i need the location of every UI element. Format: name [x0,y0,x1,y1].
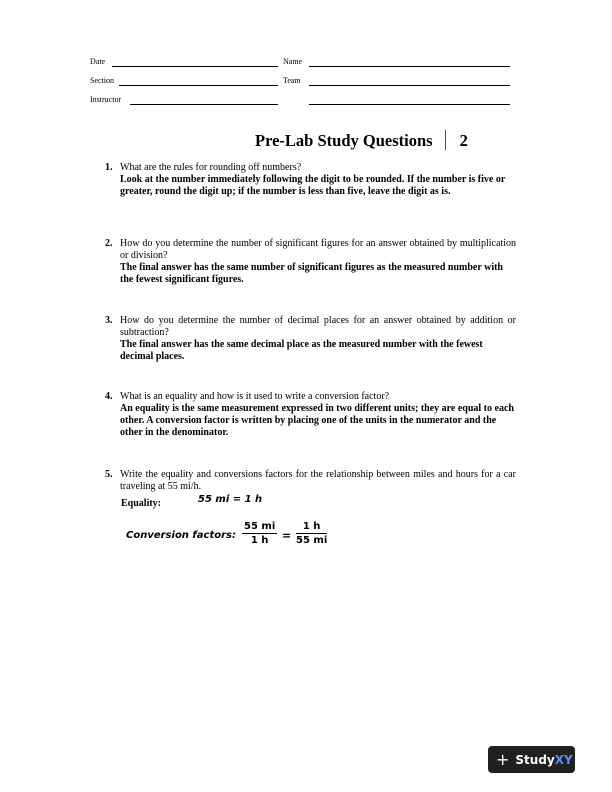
name-line[interactable] [309,66,510,67]
equality-expression: 55 mi = 1 h [198,494,263,505]
question-number: 1. [105,162,113,173]
equals-sign: = [282,529,292,542]
question-number: 3. [105,315,113,326]
plus-icon: + [496,750,510,769]
conversion-fraction-1 [242,521,277,546]
question-text: What are the rules for rounding off numbers? [120,162,302,173]
name-label: Name [283,57,303,66]
title-text: Pre-Lab Study Questions [255,131,433,150]
fraction-numerator: 1 h [296,521,327,534]
logo-text-study: Study [515,752,555,767]
fraction-denominator: 1 h [250,535,269,546]
fraction-denominator: 55 mi [296,535,328,546]
section-line[interactable] [119,85,278,86]
answer-text: An equality is the same measurement expressed in two different units; they are equal to each other. A conversion factor is written by placing one of the units in the numerator and the other in the denominator. [120,403,514,438]
answer-text: The final answer has the same decimal place as the measured number with the fewest decimal places. [120,339,483,362]
question-number: 2. [105,238,113,249]
question-text: Write the equality and conversions factors for the relationship between miles and hours for a car traveling at 55 mi/h. [120,469,516,492]
page-title [255,130,468,151]
conversion-fraction-2 [296,521,327,546]
question-1 [105,162,516,198]
equality-label: Equality: [121,498,162,509]
extra-line[interactable] [309,104,510,105]
question-text: What is an equality and how is it used to write a conversion factor? [120,391,390,402]
question-2 [105,238,516,286]
question-3 [105,315,516,363]
team-line[interactable] [309,85,510,86]
fraction-numerator: 55 mi [244,521,276,532]
question-4 [105,391,516,439]
question-text: How do you determine the number of significant figures for an answer obtained by multiplication or division? [120,238,516,261]
team-label: Team [283,76,301,85]
question-number: 5. [105,469,113,480]
section-label: Section [90,76,114,85]
instructor-label: Instructor [90,95,122,104]
question-5 [105,469,516,493]
title-divider [445,130,446,150]
question-number: 4. [105,391,113,402]
logo-text-xy: XY [554,752,573,767]
conversion-factors-label: Conversion factors: [126,530,236,541]
answer-text: Look at the number immediately following the digit to be rounded. If the number is five or greater, round the digit up; if the number is less than five, leave the digit as is. [120,174,506,197]
date-line[interactable] [112,66,278,67]
instructor-line[interactable] [130,104,278,105]
answer-text: The final answer has the same number of significant figures as the measured number with the fewest significant figures. [120,262,503,285]
question-text: How do you determine the number of decimal places for an answer obtained by addition or subtraction? [120,315,516,338]
studyxy-logo [488,746,575,773]
date-label: Date [90,57,106,66]
chapter-number: 2 [459,131,468,150]
